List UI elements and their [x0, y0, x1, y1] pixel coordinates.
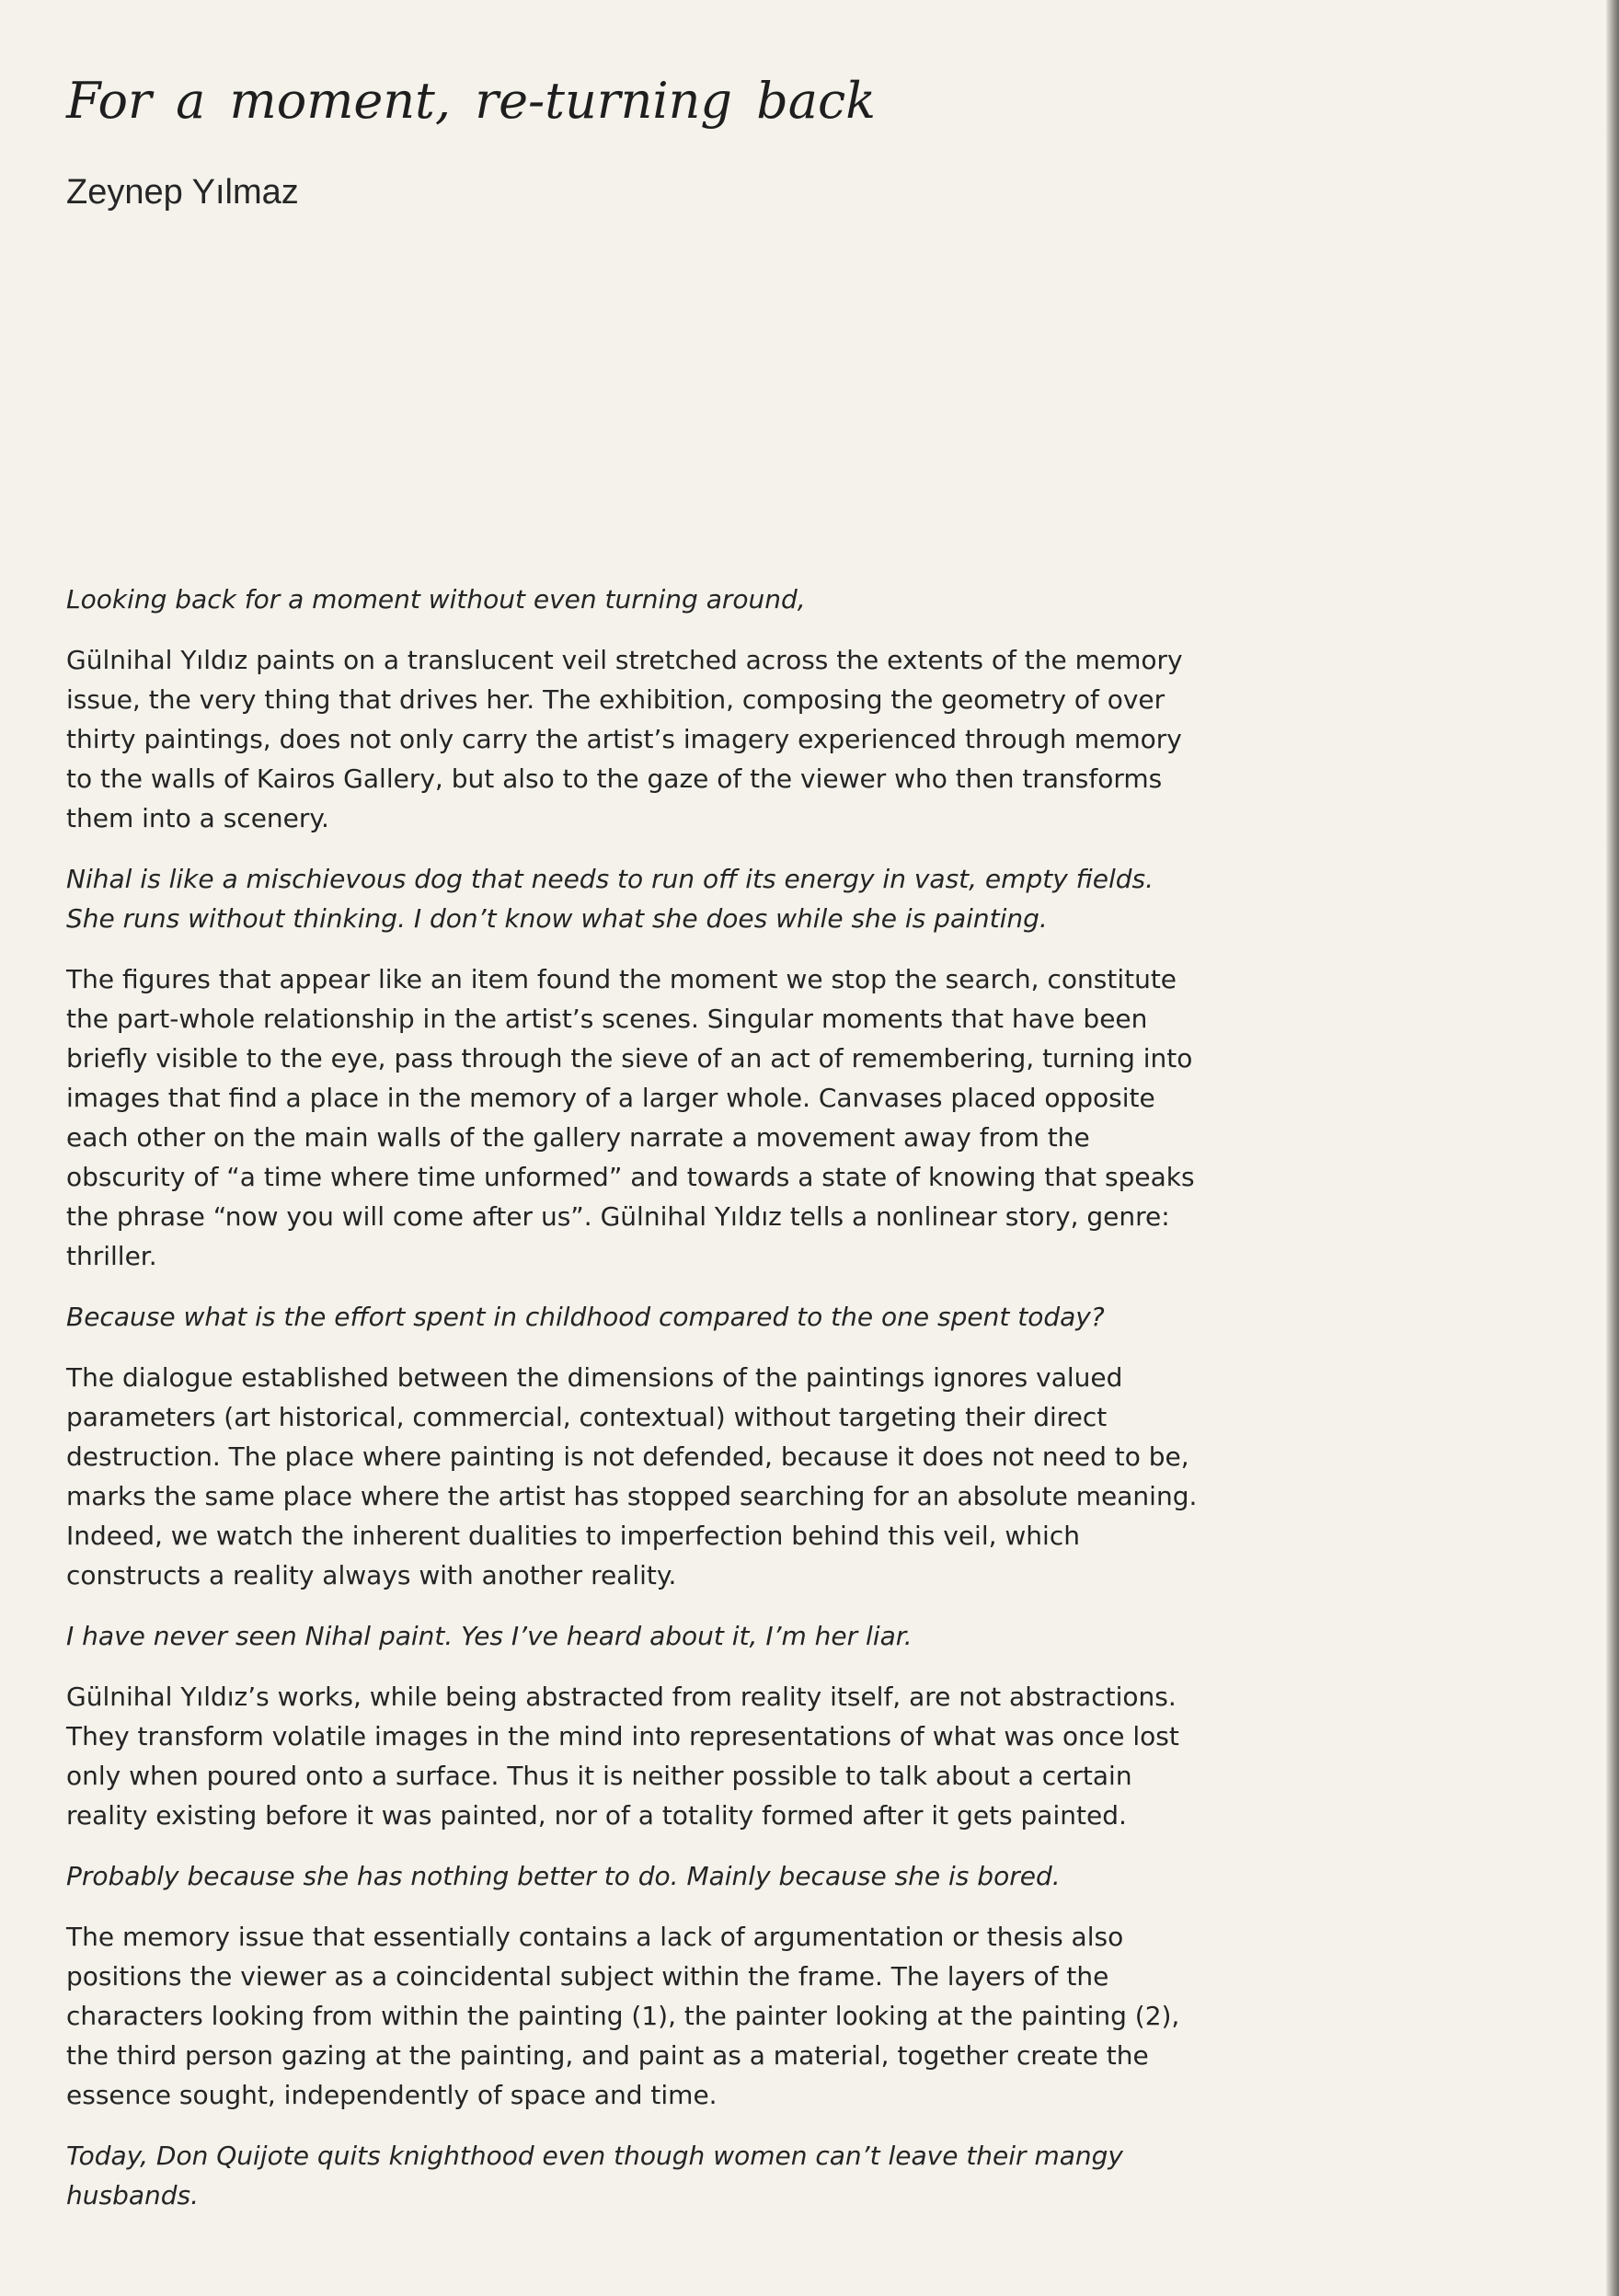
italic-quote: Because what is the effort spent in childhood compared to the one spent today?: [66, 1302, 1105, 1332]
author-name: Zeynep Yılmaz: [66, 173, 299, 212]
italic-quote: I have never seen Nihal paint. Yes I’ve heard about it, I’m her liar.: [66, 1621, 913, 1651]
title-word: For: [66, 72, 152, 130]
article-title: [66, 72, 876, 132]
body-paragraph: Gülnihal Yıldız paints on a translucent veil stretched across the extents of the memory issue, the very thing that drives her. The exhibition, composing the geometry of over thirty paintings, does not only carry the artist’s imagery experienced through memory to the walls of Kairos Gallery, but also to the gaze of the viewer who then transforms them into a scenery.: [66, 645, 1183, 833]
title-word: a: [176, 72, 206, 130]
article-body: [66, 580, 1207, 2236]
title-word: back: [756, 72, 876, 130]
italic-quote: Nihal is like a mischievous dog that needs to run off its energy in vast, empty fields. She runs without thinking. I don’t know what she does while she is painting.: [66, 864, 1154, 934]
body-paragraph: The memory issue that essentially contains a lack of argumentation or thesis also positions the viewer as a coincidental subject within the frame. The layers of the characters looking from within the painting (1), the painter looking at the painting (2), the third person gazing at the painting, and paint as a material, together create the essence sought, independently of space and time.: [66, 1922, 1180, 2110]
italic-quote: Looking back for a moment without even turning around,: [66, 584, 806, 614]
page-edge: [1606, 0, 1619, 2296]
title-word: moment,: [229, 72, 452, 130]
italic-quote: Probably because she has nothing better to do. Mainly because she is bored.: [66, 1861, 1061, 1891]
body-paragraph: Gülnihal Yıldız’s works, while being abstracted from reality itself, are not abstractions. They transform volatile images in the mind into representations of what was once lost only when poured onto a surface. Thus it is neither possible to talk about a certain reality existing before it was painted, nor of a totality formed after it gets painted.: [66, 1682, 1179, 1831]
body-paragraph: The dialogue established between the dimensions of the paintings ignores valued parameters (art historical, commercial, contextual) without targeting their direct destruction. The place where painting is not defended, because it does not need to be, marks the same place where the artist has stopped searching for an absolute meaning. Indeed, we watch the inherent dualities to imperfection behind this veil, which constructs a reality always with another reality.: [66, 1362, 1198, 1590]
title-word: re-turning: [475, 72, 732, 130]
body-paragraph: The figures that appear like an item found the moment we stop the search, constitute the part-whole relationship in the artist’s scenes. Singular moments that have been briefly visible to the eye, pass through the sieve of an act of remembering, turning into images that find a place in the memory of a larger whole. Canvases placed opposite each other on the main walls of the gallery narrate a movement away from the obscurity of “a time where time unformed” and towards a state of knowing that speaks the phrase “now you will come after us”. Gülnihal Yıldız tells a nonlinear story, genre: thriller.: [66, 964, 1195, 1271]
italic-quote: Today, Don Quijote quits knighthood even though women can’t leave their mangy husbands.: [66, 2141, 1123, 2210]
